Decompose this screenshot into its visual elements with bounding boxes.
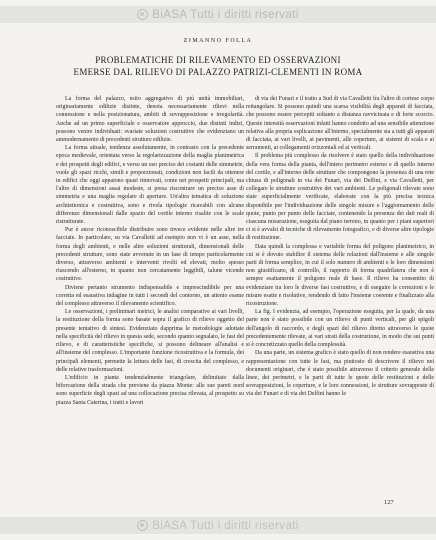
paragraph: Il problema più complesso da risolvere è stato quello della individuazione della vera forma della pianta, dell'intero perimetro esterno e di quello interno del cortile, e all'interno delle strutture che compongono la presenza di una rete chiusa di poligonali in via dei Funari, via dei Delfini, e via Cavalletti, per collegare le strutture costruttive dei vari ambienti. Le poligonali rilevate sono state superficialmente verificate, elaborate con la più precisa tecnica disponibile per l'individuazione delle singole misure e l'aggiornamento delle quote, punto per punto delle facciate, contenendo la presenza dei dati reali di ciascuna misurazione, eseguita dal piano terreno, in quanto per i piani superiori ci si è avvalsi di tecniche di rilevamento fotografico, e di diverse altre tipologie di restituzione. xyxy=(246,153,434,242)
page-number: 127 xyxy=(384,499,394,506)
article-title xyxy=(60,54,376,78)
watermark-text: BiASA Tutti i diritti riservati xyxy=(152,8,299,21)
paragraph: Pur è ancor riconoscibile distribuire sono invece evidente nelle altre tre facciate. In particolare, su via Cavalletti ad esempio non vi è un asse, nella forma degli ambienti, e nelle altre soluzioni strutturali, dimensionali delle precedenti strutture, sono state avvenute in un fase di tempo particolarmente diverso, attraverso ambienti e interventi rivolti ed elevati, molto spesso riuscendo all'esterno, in quanto non cercatamente leggibili, talune vicende costruttive. xyxy=(56,227,244,283)
watermark-text: BiASA Tutti i diritti riservati xyxy=(152,519,299,532)
article-title-line: EMERSE DAL RILIEVO DI PALAZZO PATRIZI-CLEMENTI IN ROMA xyxy=(73,67,363,77)
biasa-logo-icon xyxy=(137,520,148,531)
paragraph: Da una parte, un sistema grafico è stato quello di non rendere esaustiva una rappresentazione con tutte le fasi, ma piuttosto di descrivere il rilievo nei documenti originari, che è stato possibile attraverso il criterio generale delle linee, dei perimetri, e le parti di tutte le quote delle restituzioni e delle sovrapposizioni, le coperture, e le loro connessioni, le strutture sovrapposte di via dei Funari e di via dei Delfini hanno le xyxy=(246,350,434,398)
text-column-right xyxy=(246,95,434,505)
paragraph: di via dei Funari e il tratto a Sud di via Cavalletti fra l'altro di cortese corpo rettangolare. Si possono quindi una scarsa visibilità degli apparati di facciata, che possono essere percepiti soltanto a distanza ravvicinata e di forte scorcio. Queste intensità osservazioni infatti hanno condotto ad una sensibile attenzione relativa alla propria esplicazione all'interno, specialmente sia a tutti gli apparati di facciata, ai vari livelli, ai pavimenti, alle coperture, ai sistemi di scala e ai serramenti, ai collegamenti orizzontali ed ai verticali. xyxy=(246,96,434,152)
paragraph: La forma del palazzo, esito aggregativo di più unità immobiliari, originariamente edilizie distinte, denota necessariamente rilievi nella connessione e nella posizionatura, ambiti di sovrapposizione e irregolarità. Anche ad un primo superficiale e osservatore approccio, due distinti indizi, possono venire individuati: svariate soluzioni costruttive che evidenziano un ammodernamento di precedenti strutture edilizie. xyxy=(56,96,244,144)
paragraph: Le osservazioni, i preliminari metrici, le analisi comparative ai vari livelli, la restituzione della forma sono basate sopra il grafico di rilievo oggetto del presente tentativo di sintesi. Evidenziato dapprima le metodologie adottate nella specificità del rilievo in questa sede, secondo quanto segnalato, le fasi del rilievo, e di caratteristiche specifiche, si possono delineare all'analisi e all'insieme del complesso. L'importante funzione ricostruttiva e la formula, dei principali elementi, permette la lettura delle fasi, di crescita del complesso, e delle relative trasformazioni. xyxy=(56,309,244,373)
watermark-bottom xyxy=(0,517,436,534)
paragraph: Data quindi la complessa e variabile forma del poligono planimetrico, in cui si è dovuto stabilire il sistema delle relazioni dall'insieme e alle singole parti di forma semplice, in cui il solo numero di ambienti e le loro dimensioni non giustificano, di controllo, il rapporto di forma quadrilatera che non è sempre esattamente il poligono reale di base. Il rilievo ha consentito di evidenziare tra loro le diverse fasi costruttive, e di eseguire le correzioni e le misure esatte e risolutive, rendendo di fatto l'insieme coerente e finalizzato alla ricostruzione. xyxy=(246,243,434,308)
paragraph: L'edificio in pianta tendenzialmente triangolare, delimitato dalla biforcazione della strada che previene da piazza Monte: alle sue pareti nord sono superficie degli spazi ad una collocazione precisa rilevata, al prospetto su piazza Santa Caterina, i tratti e lavori xyxy=(56,374,244,406)
article-title-line: PROBLEMATICHE DI RILEVAMENTO ED OSSERVAZIONI xyxy=(95,55,341,65)
paragraph: La fig. I evidenzia, ad esempio, l'operazione eseguita, per la quale, da una parte non è stato possibile con un rilievo di punti verticali, per gli spigoli dell'angolo di raccordo, e degli spazi del rilievo diretto attraverso le quote precedentemente rilevate, ai vari strati della costruzione, in modo che sui punti si è concretizzato quello della complessità. xyxy=(246,309,434,349)
watermark-top xyxy=(0,6,436,23)
biasa-logo-icon xyxy=(137,9,148,20)
paragraph: La forma attuale, tendenza assolutamente, in contrasto con la precedente epoca medievale, orientata verso la regolarizzazione della maglia planimetrica e dei prospetti degli edifici, e verso un uso preciso dei costanti delle simmetrie, vuole gli spazi ricchi, simili e proporzionati, condizioni non facili da ottenere in edifici che oggi appaiono quasi rinnovati, come nei prospetti principali, ma l'altro di dimensioni assai modeste, si presa riscontrare un preciso asse di simmetria e una maglia regolare di aperture. Un'altra tematica di soluzione architettonica e costruttiva, sono e rivela tipologie ricavabili con alcune differenze dimensionali dalle spazio del cortile interno risalite con le scale ristrutturate. xyxy=(56,145,244,226)
article-author: ZIMANNO FOLLA xyxy=(183,38,253,44)
text-column-left xyxy=(56,95,244,505)
paragraph: Diviene pertanto strumento indispensabile e imprescindibile per una corretta ed esaustiva indagine in tutti i secondi del contorno, un attento esame del complesso attraverso il rilevamento scientifico. xyxy=(56,284,244,308)
